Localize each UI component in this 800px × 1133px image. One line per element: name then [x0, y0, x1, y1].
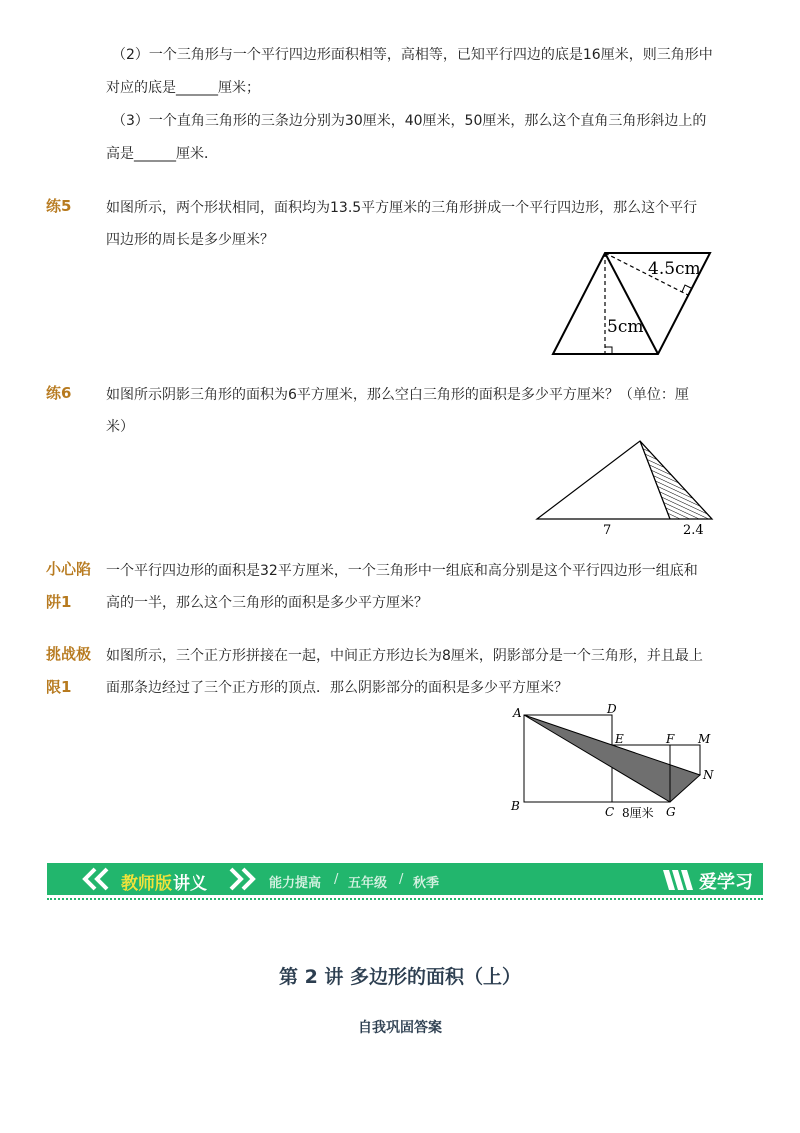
ex6-triangle-figure	[530, 436, 720, 542]
point-C: C	[605, 805, 615, 819]
challenge-line2: 面那条边经过了三个正方形的顶点．那么阴影部分的面积是多少平方厘米？	[106, 680, 568, 696]
brand-logo-icon	[661, 866, 697, 892]
challenge-length-label: 8厘米	[622, 806, 654, 820]
ex6-label: 练6	[46, 384, 72, 402]
trap1-label-line1: 小心陷	[46, 560, 92, 578]
ex5-label: 练5	[46, 197, 72, 215]
banner-breadcrumb-sep-1: /	[334, 872, 339, 887]
ex6-label-7: 7	[603, 523, 612, 538]
point-B: B	[511, 799, 520, 813]
q3-line2: 高是______厘米．	[106, 146, 218, 162]
challenge-squares-figure	[505, 700, 720, 825]
banner-breadcrumb-1: 能力提高	[269, 876, 322, 891]
point-D: D	[607, 702, 617, 716]
point-F: F	[666, 732, 675, 746]
banner-breadcrumb-2: 五年级	[348, 876, 388, 891]
point-E: E	[615, 732, 624, 746]
ex6-line2: 米）	[106, 419, 134, 435]
banner-breadcrumb-3: 秋季	[413, 876, 440, 891]
trap1-label-line2: 阱1	[46, 593, 72, 611]
ex5-label-5cm: 5cm	[607, 317, 644, 337]
q3-line1: （3）一个直角三角形的三条边分别为30厘米，40厘米，50厘米，那么这个直角三角形斜边上的	[112, 113, 707, 129]
chevron-left-icon	[81, 867, 115, 891]
ex5-parallelogram-figure	[545, 248, 715, 360]
brand-name: 爱学习	[699, 872, 753, 893]
trap1-line1: 一个平行四边形的面积是32平方厘米，一个三角形中一组底和高分别是这个平行四边形一组底和	[106, 563, 698, 579]
ex5-line1: 如图所示，两个形状相同，面积均为13.5平方厘米的三角形拼成一个平行四边形，那么这个平行	[106, 200, 698, 216]
banner-breadcrumb-sep-2: /	[399, 872, 404, 887]
q2-line2: 对应的底是______厘米；	[106, 80, 260, 96]
banner-divider	[47, 898, 763, 900]
lesson-title: 第 2 讲 多边形的面积（上）	[278, 966, 522, 988]
challenge-line1: 如图所示，三个正方形拼接在一起，中间正方形边长为8厘米，阴影部分是一个三角形，并且最上	[106, 648, 703, 664]
trap1-line2: 高的一半，那么这个三角形的面积是多少平方厘米？	[106, 595, 428, 611]
teacher-notes-banner	[47, 863, 763, 895]
section-title: 自我巩固答案	[358, 1020, 442, 1036]
q2-line1: （2）一个三角形与一个平行四边形面积相等，高相等，已知平行四边的底是16厘米，则三角形中	[112, 47, 713, 63]
point-N: N	[703, 768, 714, 782]
challenge-label-line1: 挑战极	[46, 645, 92, 663]
point-M: M	[698, 732, 711, 746]
chevron-right-icon	[223, 867, 257, 891]
banner-notes-label: 讲义	[173, 874, 207, 894]
challenge-label-line2: 限1	[46, 678, 72, 696]
point-A: A	[513, 706, 522, 720]
ex5-label-4-5cm: 4.5cm	[648, 259, 701, 279]
ex6-line1: 如图所示阴影三角形的面积为6平方厘米，那么空白三角形的面积是多少平方厘米？（单位：厘	[106, 387, 689, 403]
banner-teacher-label: 教师版	[121, 874, 172, 894]
ex5-line2: 四边形的周长是多少厘米？	[106, 232, 274, 248]
ex6-label-2-4: 2.4	[683, 523, 704, 538]
point-G: G	[666, 805, 676, 819]
